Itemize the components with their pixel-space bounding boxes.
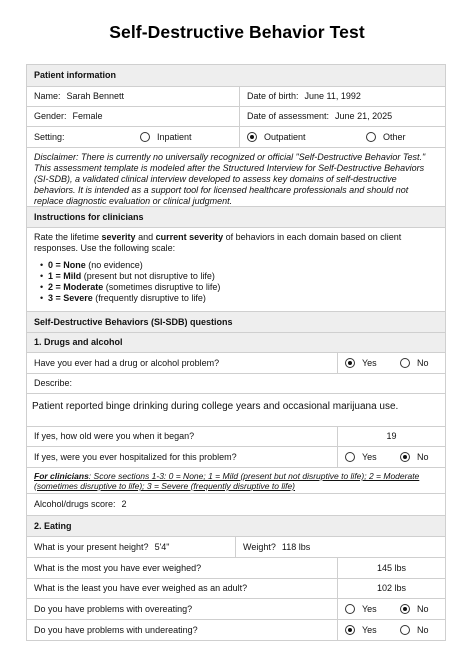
scale-item: • 2 = Moderate (sometimes disruptive to life) [40,282,438,293]
min-weight-row [27,579,445,599]
max-weight-row [27,558,445,579]
radio-overeating-yes[interactable] [345,604,355,614]
radio-hospitalized-yes[interactable] [345,452,355,462]
radio-other[interactable] [366,132,376,142]
drug-problem-yes[interactable]: Yes [337,353,393,373]
sdb-header: Self-Destructive Behaviors (SI-SDB) questions [27,312,445,333]
radio-undereating-no[interactable] [400,625,410,635]
overeating-row [27,599,445,620]
undereating-question: Do you have problems with undereating? [34,624,198,635]
overeating-question: Do you have problems with overeating? [34,603,193,614]
describe-field[interactable]: Patient reported binge drinking during college years and occasional marijuana use. [32,401,399,412]
undereating-row [27,620,445,641]
setting-option-outpatient[interactable]: Outpatient [239,127,359,147]
drugs-section-header: 1. Drugs and alcohol [27,333,445,353]
drugs-score-label: Alcohol/drugs score: [34,499,116,509]
height-label: What is your present height? [34,541,149,552]
describe-answer-row [27,394,445,427]
setting-option-other[interactable]: Other [359,127,445,147]
overeating-yes[interactable]: Yes [337,599,393,619]
height-weight-row [27,537,445,558]
weight-field[interactable]: 118 lbs [281,541,311,552]
radio-outpatient[interactable] [247,132,257,142]
drug-problem-row [27,353,445,374]
scale-item: • 0 = None (no evidence) [40,260,438,271]
disclaimer: Disclaimer: There is currently no universally recognized or official "Self-Destructive Behavior Test." This assessment template is modeled after the Structured Interview for Self-Destructive Behaviors (SI-SDB), a validated clinical interview developed to assess key domains of self-destructive behaviors. It is intended as a support tool for licensed healthcare professionals and should not replace diagnostic evaluation or clinical judgment. [27,148,445,207]
name-field[interactable]: Sarah Bennett [66,91,125,101]
max-weight-question: What is the most you have ever weighed? [34,562,202,573]
setting-row [27,127,445,148]
gender-label: Gender: [34,111,67,121]
eating-section-header: 2. Eating [27,516,445,537]
assessment-date-field[interactable]: June 21, 2025 [335,111,393,121]
overeating-no[interactable]: No [393,599,445,619]
gender-assessment-row [27,107,445,127]
assessment-date-label: Date of assessment: [247,111,330,121]
name-label: Name: [34,91,61,101]
max-weight-field[interactable]: 145 lbs [376,562,407,573]
height-field[interactable]: 5'4" [154,541,170,552]
onset-age-question: If yes, how old were you when it began? [34,431,195,441]
radio-drug-yes[interactable] [345,358,355,368]
radio-overeating-no[interactable] [400,604,410,614]
describe-label: Describe: [34,378,73,388]
undereating-no[interactable]: No [393,620,445,640]
page-title: Self-Destructive Behavior Test [109,22,365,42]
undereating-yes[interactable]: Yes [337,620,393,640]
setting-label: Setting: [34,131,65,142]
radio-drug-no[interactable] [400,358,410,368]
hospitalized-yes[interactable]: Yes [337,447,393,467]
hospitalized-no[interactable]: No [393,447,445,467]
radio-inpatient[interactable] [140,132,150,142]
hospitalized-row [27,447,445,468]
scale-item: • 3 = Severe (frequently disruptive to life) [40,293,438,304]
drug-problem-question: Have you ever had a drug or alcohol problem? [34,357,220,368]
clinician-scoring-note: For clinicians: Score sections 1-3: 0 = None; 1 = Mild (present but not disruptive to life); 2 = Moderate (sometimes disruptive to life); 3 = Severe (frequently disruptive to life) [27,468,445,494]
drugs-score-row [27,494,445,516]
onset-age-field[interactable]: 19 [386,431,397,441]
weight-label: Weight? [243,541,276,552]
drugs-score-field[interactable]: 2 [121,499,127,509]
onset-age-row [27,427,445,447]
assessment-form [26,64,446,641]
instructions-intro: Rate the lifetime severity and current severity of behaviors in each domain based on client responses. Use the following scale: [34,232,402,253]
rating-scale-list [34,260,438,304]
dob-field[interactable]: June 11, 1992 [304,91,361,101]
hospitalized-question: If yes, were you ever hospitalized for this problem? [34,451,237,462]
patient-info-header: Patient information [27,65,445,87]
instructions-body [27,228,445,312]
radio-undereating-yes[interactable] [345,625,355,635]
drug-problem-no[interactable]: No [393,353,445,373]
min-weight-field[interactable]: 102 lbs [376,583,407,593]
setting-option-inpatient[interactable]: Inpatient [133,127,239,147]
dob-label: Date of birth: [247,91,299,101]
describe-label-row [27,374,445,394]
radio-hospitalized-no[interactable] [400,452,410,462]
scale-item: • 1 = Mild (present but not disruptive to life) [40,271,438,282]
min-weight-question: What is the least you have ever weighed as an adult? [34,583,248,593]
gender-field[interactable]: Female [72,111,103,121]
instructions-header: Instructions for clinicians [27,207,445,228]
name-dob-row [27,87,445,107]
